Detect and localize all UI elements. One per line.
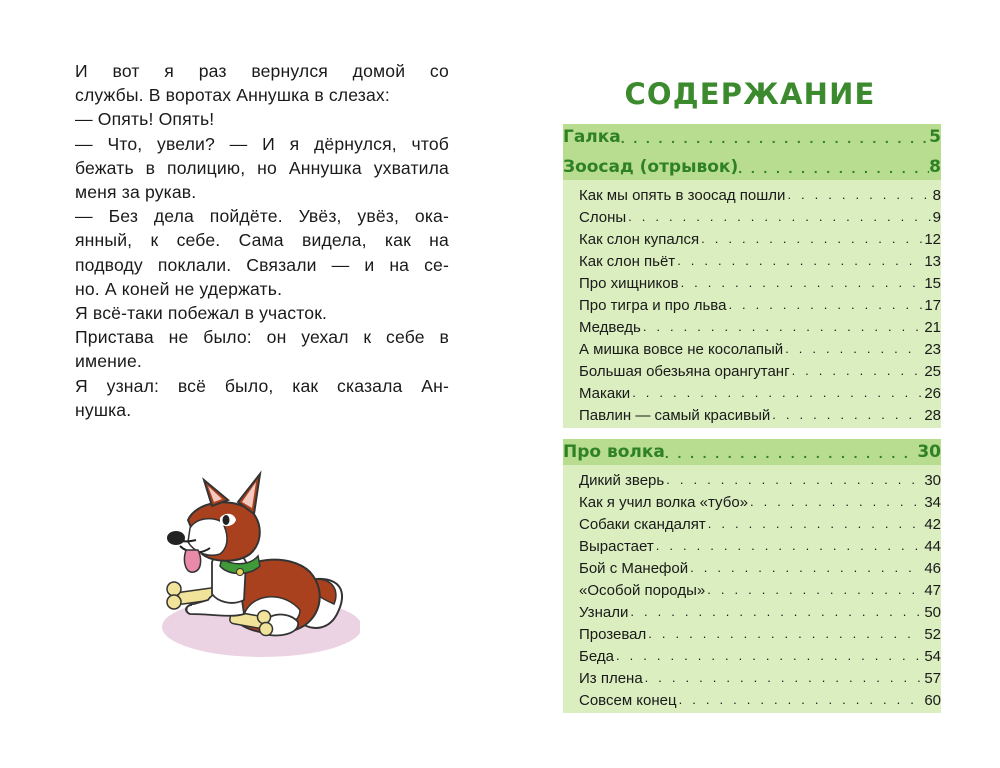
toc-entry-title: Как слон купался xyxy=(579,231,700,248)
toc-leader-dots xyxy=(621,130,929,150)
toc-section-title: Зоосад (отрывок) xyxy=(563,157,738,180)
toc-leader-dots xyxy=(787,187,930,204)
toc-entry-title: Совсем конец xyxy=(579,692,677,709)
toc-section-heading[interactable] xyxy=(563,154,941,180)
toc-section-title: Галка xyxy=(563,127,621,150)
right-page xyxy=(500,0,1000,768)
toc-entry[interactable] xyxy=(563,292,941,314)
toc-section-entries xyxy=(563,180,941,428)
toc-leader-dots xyxy=(750,494,922,511)
toc-entry-page: 9 xyxy=(932,209,941,226)
toc-entry-title: Про тигра и про льва xyxy=(579,297,727,314)
toc-entry-page: 52 xyxy=(924,626,941,643)
toc-entry-page: 17 xyxy=(924,297,941,314)
story-line: службы. В воротах Аннушка в слезах: xyxy=(75,85,390,106)
toc-entry-title: Вырастает xyxy=(579,538,654,555)
toc-entry-title: Как мы опять в зоосад пошли xyxy=(579,187,786,204)
story-line: Я всё-таки побежал в участок. xyxy=(75,303,328,324)
story-line: И вот я раз вернулся домой со xyxy=(75,61,449,81)
toc-entry-page: 13 xyxy=(924,253,941,270)
story-line: но. А коней не удержать. xyxy=(75,278,283,299)
toc-entry-title: Про хищников xyxy=(579,275,679,292)
toc-leader-dots xyxy=(708,516,923,533)
story-line: имение. xyxy=(75,351,142,372)
toc-leader-dots xyxy=(792,363,923,380)
toc-entry[interactable] xyxy=(563,687,941,709)
ear-shape xyxy=(204,480,228,506)
toc-leader-dots xyxy=(666,472,922,489)
toc-leader-dots xyxy=(656,538,923,555)
toc-entry-page: 26 xyxy=(924,385,941,402)
toc-section-heading[interactable] xyxy=(563,439,941,465)
toc-section-heading[interactable] xyxy=(563,124,941,150)
toc-section-title: Про волка xyxy=(563,442,665,465)
toc-entry[interactable] xyxy=(563,511,941,533)
toc-leader-dots xyxy=(707,582,922,599)
toc-leader-dots xyxy=(628,209,930,226)
story-line: янный, к себе. Сама видела, как на xyxy=(75,230,449,251)
toc-entry[interactable] xyxy=(563,182,941,204)
toc-entry-title: Собаки скандалят xyxy=(579,516,706,533)
toc-section-page: 5 xyxy=(929,127,941,150)
story-line: подводу поклали. Связали — и на се- xyxy=(75,254,449,275)
story-line: — Опять! Опять! xyxy=(75,109,215,130)
toc-entry[interactable] xyxy=(563,380,941,402)
toc-entry-page: 46 xyxy=(924,560,941,577)
tongue-shape xyxy=(184,550,200,572)
toc-leader-dots xyxy=(785,341,922,358)
toc-entry-title: Как слон пьёт xyxy=(579,253,676,270)
toc-leader-dots xyxy=(679,692,923,709)
toc-entry-page: 28 xyxy=(924,407,941,424)
story-text xyxy=(75,59,449,422)
toc-section-page: 8 xyxy=(929,157,941,180)
toc-entry[interactable] xyxy=(563,402,941,424)
toc-entry[interactable] xyxy=(563,248,941,270)
table-of-contents xyxy=(563,124,941,713)
toc-entry[interactable] xyxy=(563,665,941,687)
toc-leader-dots xyxy=(738,160,929,180)
toc-entry-page: 23 xyxy=(924,341,941,358)
toc-entry-page: 44 xyxy=(924,538,941,555)
toc-entry[interactable] xyxy=(563,621,941,643)
toc-leader-dots xyxy=(772,407,922,424)
toc-entry-title: Узнали xyxy=(579,604,629,621)
toc-entry-title: Дикий зверь xyxy=(579,472,665,489)
toc-entry-title: Из плена xyxy=(579,670,643,687)
toc-entry-page: 47 xyxy=(924,582,941,599)
toc-entry-page: 12 xyxy=(924,231,941,248)
toc-entry[interactable] xyxy=(563,314,941,336)
story-line: Пристава не было: он уехал к себе в xyxy=(75,327,449,348)
story-line: Я узнал: всё было, как сказала Ан- xyxy=(75,375,449,396)
toc-leader-dots xyxy=(728,297,922,314)
toc-entry-title: Прозевал xyxy=(579,626,647,643)
toc-leader-dots xyxy=(645,670,923,687)
toc-entry-page: 34 xyxy=(924,494,941,511)
toc-leader-dots xyxy=(701,231,922,248)
toc-entry-title: Макаки xyxy=(579,385,631,402)
toc-section-entries xyxy=(563,465,941,713)
dog-illustration xyxy=(150,462,360,667)
toc-entry[interactable] xyxy=(563,204,941,226)
toc-leader-dots xyxy=(681,275,923,292)
toc-leader-dots xyxy=(677,253,922,270)
toc-entry-title: Слоны xyxy=(579,209,627,226)
toc-entry-page: 42 xyxy=(924,516,941,533)
toc-entry-title: Большая обезьяна орангутанг xyxy=(579,363,790,380)
toc-entry-page: 60 xyxy=(924,692,941,709)
toc-entry[interactable] xyxy=(563,577,941,599)
toc-entry-page: 25 xyxy=(924,363,941,380)
story-line: меня за рукав. xyxy=(75,182,197,203)
toc-entry-page: 50 xyxy=(924,604,941,621)
story-line: — Что, увели? — И я дёрнулся, чтоб xyxy=(75,133,449,154)
toc-entry-title: Павлин — самый красивый xyxy=(579,407,771,424)
toc-section-page: 30 xyxy=(917,442,941,465)
toc-leader-dots xyxy=(665,445,917,465)
toc-leader-dots xyxy=(643,319,923,336)
toc-entry[interactable] xyxy=(563,270,941,292)
toc-entry-page: 57 xyxy=(924,670,941,687)
toc-entry-title: Медведь xyxy=(579,319,641,336)
toc-entry-title: Беда xyxy=(579,648,614,665)
toc-entry-page: 15 xyxy=(924,275,941,292)
toc-entry-title: Бой с Манефой xyxy=(579,560,689,577)
toc-entry[interactable] xyxy=(563,599,941,621)
toc-title: СОДЕРЖАНИЕ xyxy=(624,77,876,111)
toc-entry-title: А мишка вовсе не косолапый xyxy=(579,341,784,358)
toc-entry[interactable] xyxy=(563,489,941,511)
toc-entry-page: 54 xyxy=(924,648,941,665)
toc-leader-dots xyxy=(630,604,922,621)
toc-entry-page: 30 xyxy=(924,472,941,489)
story-line: нушка. xyxy=(75,399,132,420)
toc-entry[interactable] xyxy=(563,533,941,555)
toc-entry[interactable] xyxy=(563,336,941,358)
story-line: — Без дела пойдёте. Увёз, увёз, ока- xyxy=(75,206,449,227)
toc-entry-title: «Особой породы» xyxy=(579,582,706,599)
story-line: бежать в полицию, но Аннушка ухватила xyxy=(75,157,449,178)
toc-entry[interactable] xyxy=(563,226,941,248)
toc-entry[interactable] xyxy=(563,467,941,489)
toc-entry-title: Как я учил волка «тубо» xyxy=(579,494,749,511)
toc-leader-dots xyxy=(648,626,922,643)
toc-entry[interactable] xyxy=(563,643,941,665)
toc-leader-dots xyxy=(690,560,922,577)
toc-entry-page: 8 xyxy=(932,187,941,204)
toc-entry[interactable] xyxy=(563,555,941,577)
toc-leader-dots xyxy=(616,648,922,665)
toc-entry-page: 21 xyxy=(924,319,941,336)
toc-leader-dots xyxy=(632,385,922,402)
toc-entry[interactable] xyxy=(563,358,941,380)
